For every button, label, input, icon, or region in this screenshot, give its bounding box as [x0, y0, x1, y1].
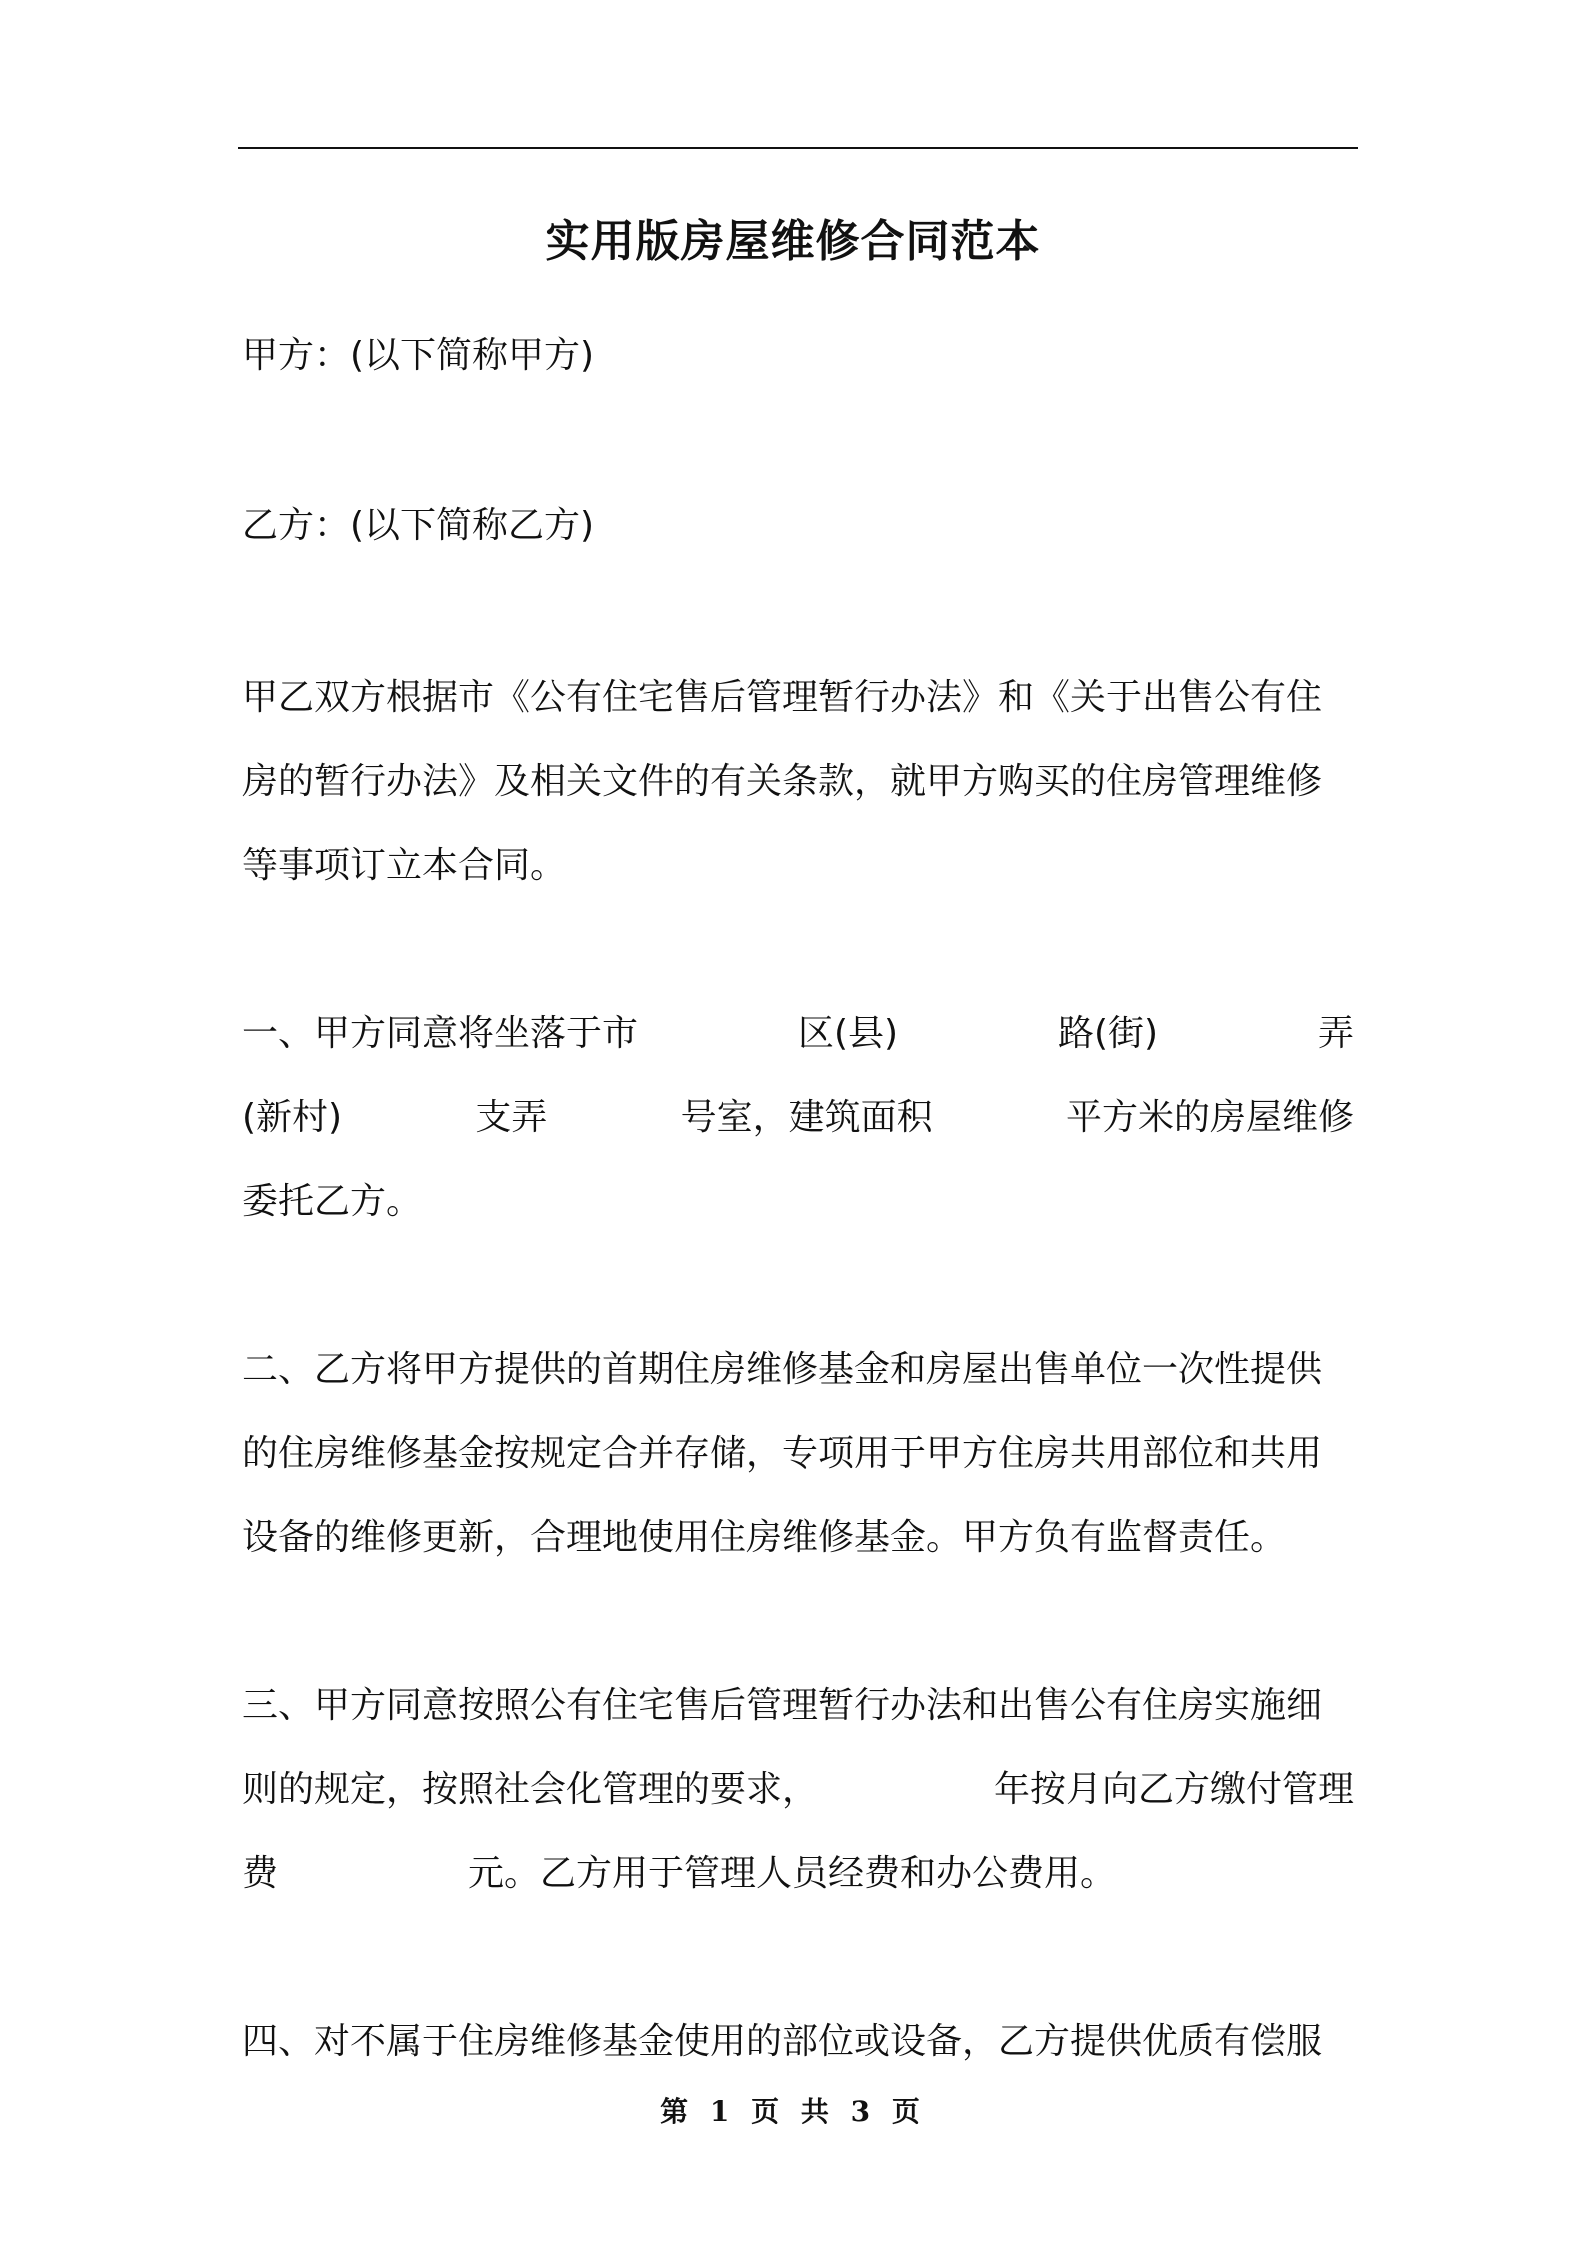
clause-1-paragraph: 一、甲方同意将坐落于市 区(县) 路(街) 弄 (新村) 支弄 号室，建筑面积 平方米的房屋维修 委托乙方。 [242, 1013, 1354, 1222]
clause-3-paragraph: 三、甲方同意按照公有住宅售后管理暂行办法和出售公有住房实施细 则的规定，按照社会化管理的要求， 年按月向乙方缴付管理 费 元。乙方用于管理人员经费和办公费用。 [242, 1685, 1354, 1894]
clause-4-paragraph: 四、对不属于住房维修基金使用的部位或设备，乙方提供优质有偿服 [242, 2021, 1323, 2062]
document-title: 实用版房屋维修合同范本 [545, 216, 1041, 267]
party-a-line: 甲方：(以下简称甲方) [242, 335, 595, 376]
page-number-footer: 第 1 页 共 3 页 [660, 2095, 926, 2128]
party-b-line: 乙方：(以下简称乙方) [242, 505, 595, 546]
intro-paragraph: 甲乙双方根据市《公有住宅售后管理暂行办法》和《关于出售公有住 房的暂行办法》及相关文件的有关条款，就甲方购买的住房管理维修 等事项订立本合同。 [242, 677, 1323, 886]
clause-2-paragraph: 二、乙方将甲方提供的首期住房维修基金和房屋出售单位一次性提供 的住房维修基金按规定合并存储，专项用于甲方住房共用部位和共用 设备的维修更新，合理地使用住房维修基金。甲方负有监督责任。 [242, 1349, 1323, 1558]
header-rule [238, 147, 1358, 149]
